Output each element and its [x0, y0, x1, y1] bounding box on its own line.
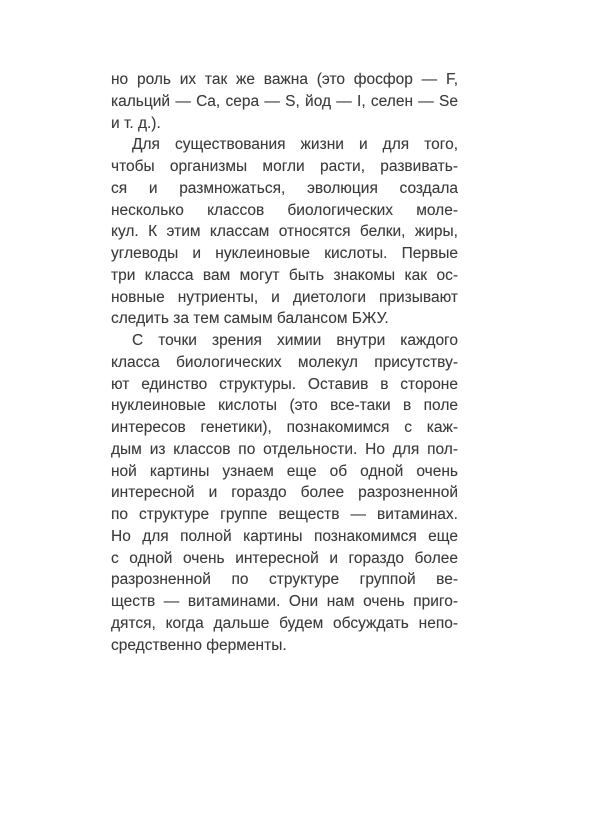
- text-line: интересной и гораздо более разрозненной: [111, 484, 458, 502]
- paragraph: [111, 330, 458, 656]
- text-line: ся и размножаться, эволюция создала: [111, 179, 458, 197]
- text-line: ществ — витаминами. Они нам очень приго-: [111, 593, 458, 610]
- text-block: [111, 69, 458, 656]
- text-line: кальций — Ca, сера — S, йод — I, селен — Se: [111, 92, 458, 110]
- text-line: средственно ферменты.: [111, 636, 287, 654]
- text-line: и т. д.).: [111, 114, 161, 132]
- text-line: но роль их так же важна (это фосфор — F,: [111, 71, 458, 88]
- text-line: три класса вам могут быть знакомы как ос-: [111, 266, 458, 284]
- text-line: следить за тем самым балансом БЖУ.: [111, 310, 389, 328]
- text-line: ной картины узнаем еще об одной очень: [111, 462, 458, 480]
- text-line: новные нутриенты, и диетологи призывают: [111, 288, 458, 306]
- text-line: ют единство структуры. Оставив в стороне: [111, 375, 458, 393]
- text-line: С точки зрения химии внутри каждого: [132, 332, 458, 349]
- text-line: с одной очень интересной и гораздо более: [111, 549, 458, 567]
- text-line: Для существования жизни и для того,: [132, 136, 458, 154]
- text-line: кул. К этим классам относятся белки, жиры,: [111, 223, 458, 241]
- text-line: углеводы и нуклеиновые кислоты. Первые: [111, 245, 458, 262]
- text-line: нуклеиновые кислоты (это все-таки в поле: [111, 397, 458, 415]
- text-line: Но для полной картины познакомимся еще: [111, 527, 458, 545]
- text-line: разрозненной по структуре группой ве-: [111, 571, 458, 589]
- text-line: интересов генетики), познакомимся с каж-: [111, 419, 458, 436]
- text-line: по структуре группе веществ — витаминах.: [111, 506, 458, 523]
- text-line: чтобы организмы могли расти, развивать-: [111, 158, 458, 175]
- paragraph: [111, 69, 458, 134]
- text-line: класса биологических молекул присутству-: [111, 353, 458, 371]
- paragraph: [111, 134, 458, 330]
- text-line: дятся, когда дальше будем обсуждать непо-: [111, 614, 458, 632]
- text-line: несколько классов биологических моле-: [111, 201, 458, 219]
- text-line: дым из классов по отдельности. Но для пол-: [111, 440, 458, 458]
